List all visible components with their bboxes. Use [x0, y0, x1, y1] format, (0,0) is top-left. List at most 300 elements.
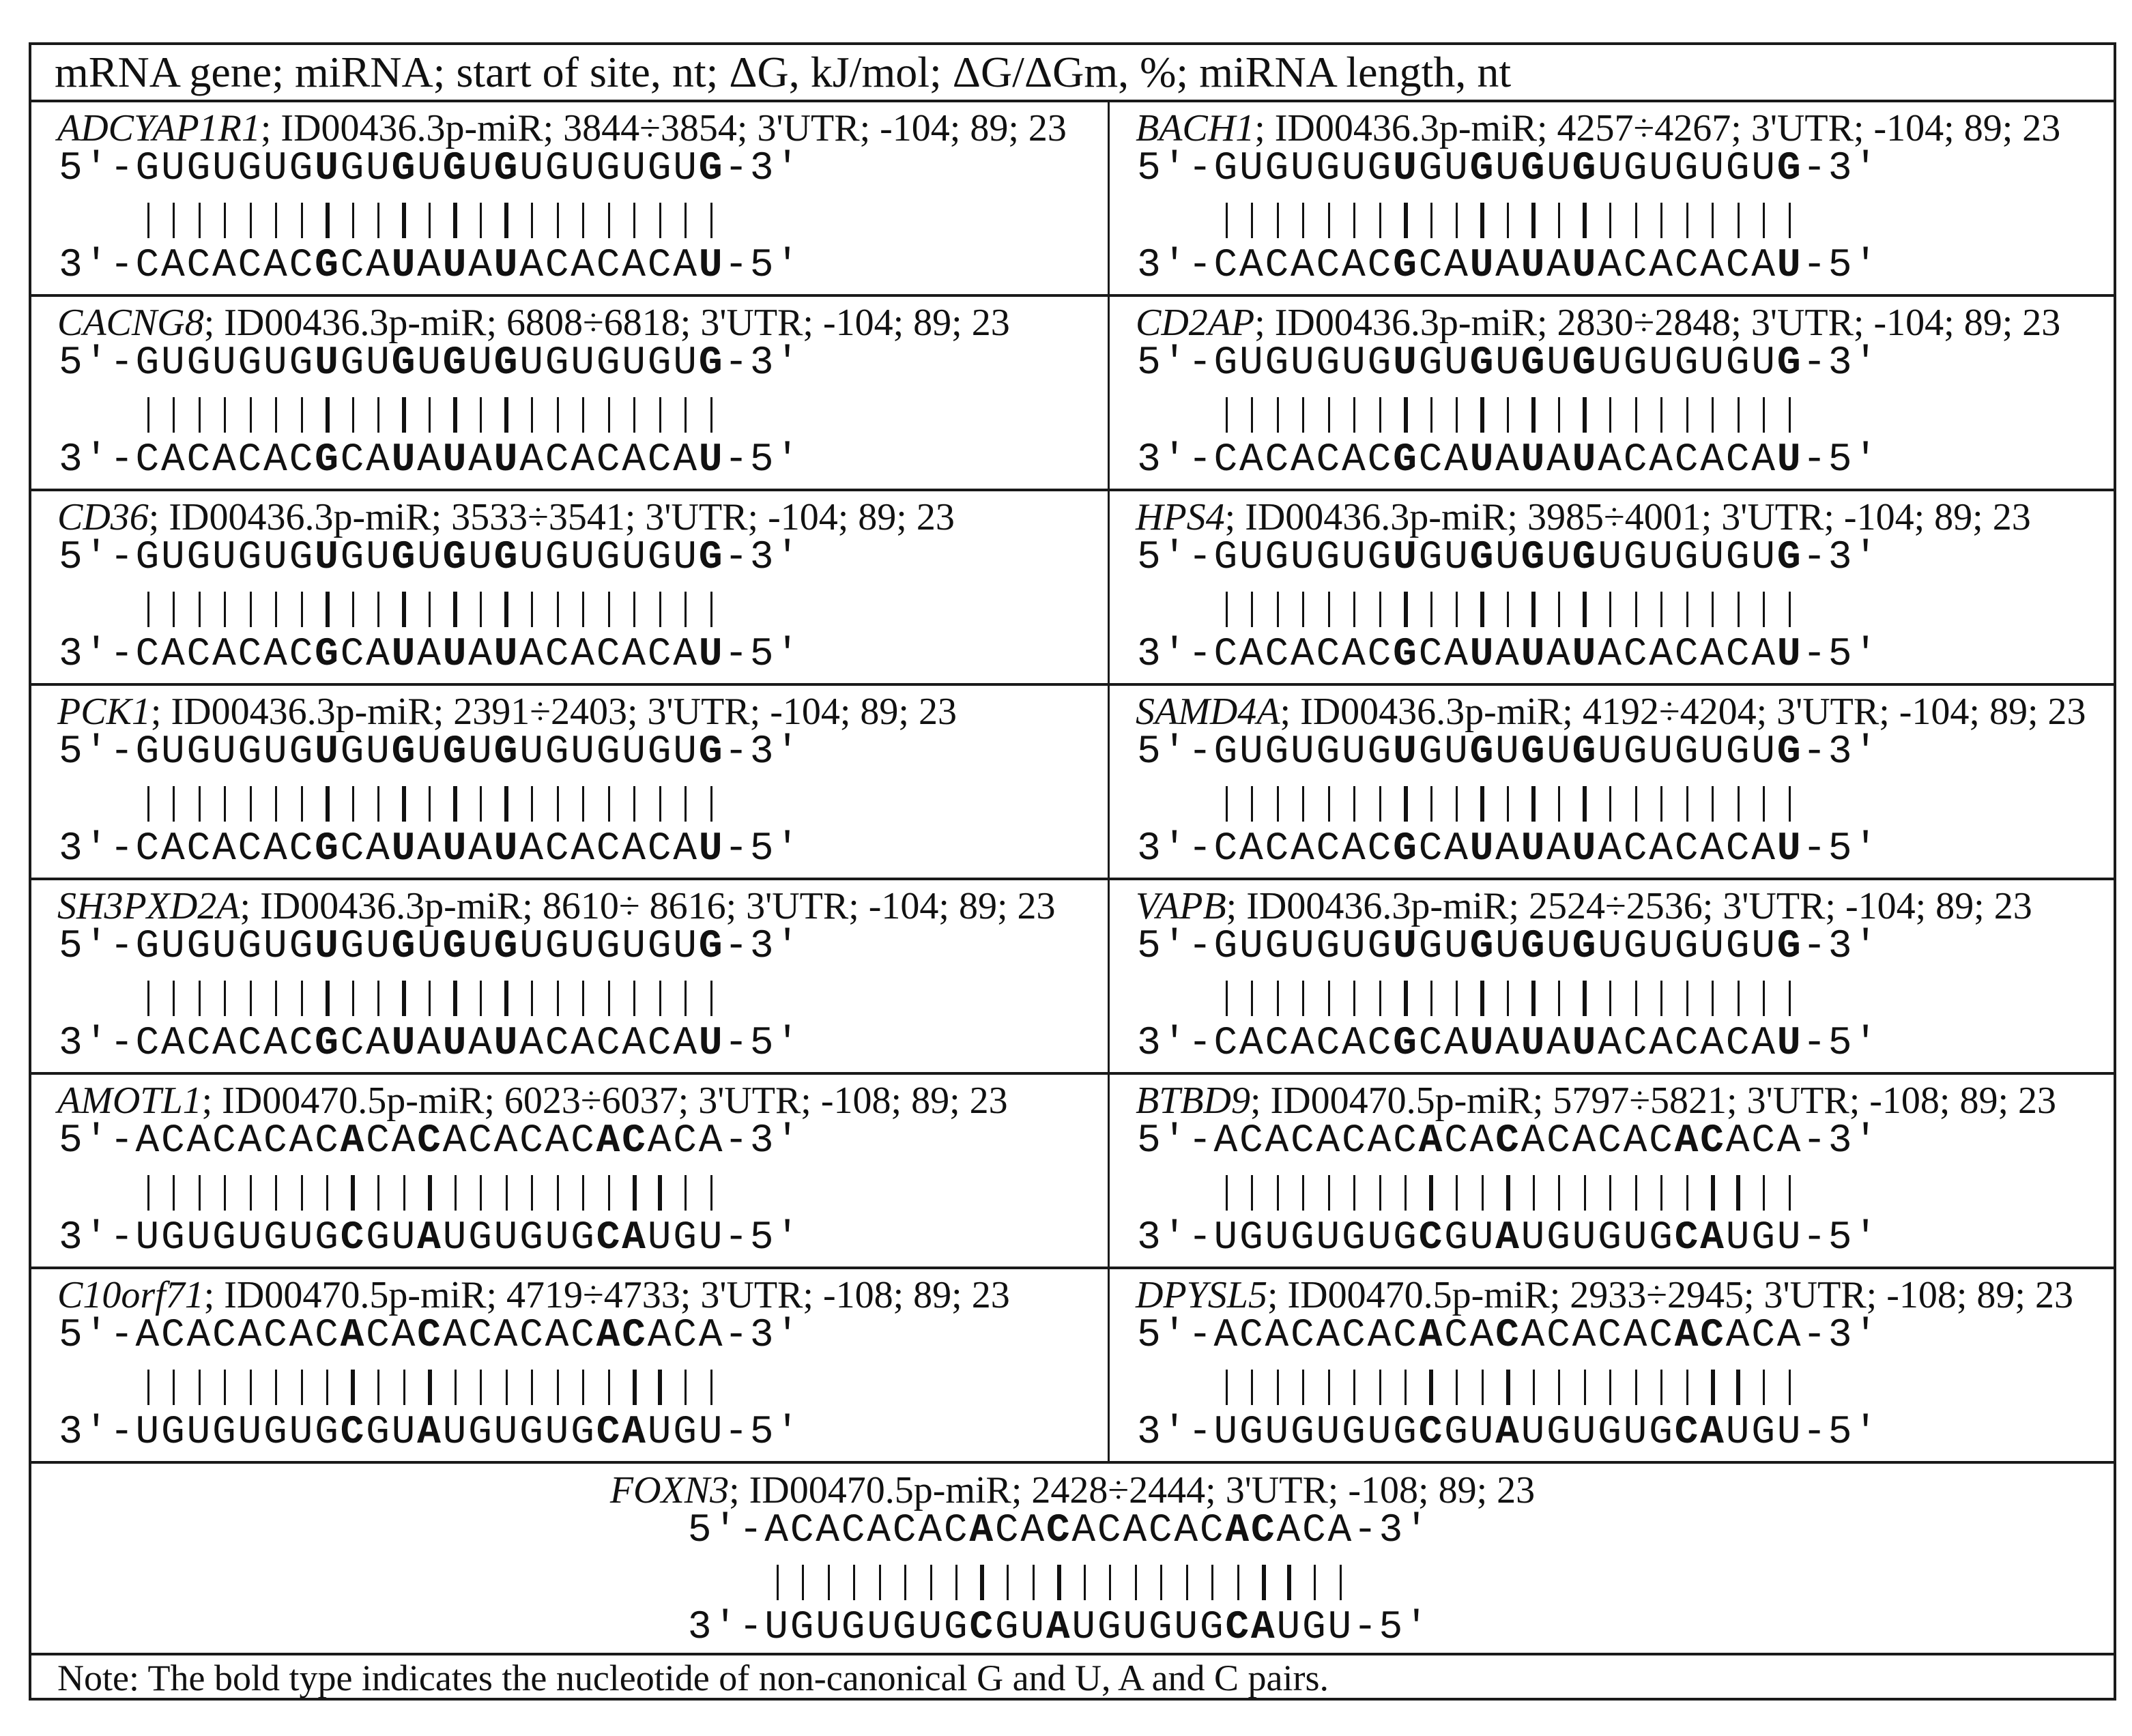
pair-bar — [1558, 592, 1560, 627]
nucleotide: CA — [366, 1314, 418, 1358]
nucleotide: ACACACA — [1598, 827, 1777, 871]
pair-bar — [1456, 203, 1458, 238]
site-details: ; ID00470.5p-miR; 2428÷2444; 3'UTR; -108; 89; 23 — [729, 1469, 1536, 1511]
noncanonical-nucleotide: U — [1469, 633, 1496, 677]
nucleotide: A — [1495, 438, 1521, 482]
noncanonical-nucleotide: U — [493, 633, 520, 677]
nucleotide: U — [417, 730, 443, 775]
pair-bar — [199, 981, 201, 1016]
strand-end-label: 3'- — [59, 1410, 136, 1455]
pair-bar — [1211, 1565, 1213, 1600]
noncanonical-nucleotide: A — [969, 1509, 995, 1553]
noncanonical-nucleotide: AC — [1674, 1119, 1726, 1163]
pair-bar — [224, 1370, 226, 1405]
strand-end-label: -3' — [724, 1314, 801, 1358]
noncanonical-nucleotide: G — [315, 438, 341, 482]
pair-bar — [1763, 203, 1765, 238]
nucleotide: A — [1546, 244, 1572, 288]
nucleotide: UGUGUGU — [1598, 536, 1777, 580]
noncanonical-nucleotide: U — [1572, 633, 1598, 677]
pair-bar — [1738, 397, 1740, 433]
strand-end-label: 3'- — [687, 1606, 765, 1650]
noncanonical-nucleotide: G — [698, 925, 725, 969]
pair-bar — [608, 1370, 610, 1405]
pair-bar — [1635, 397, 1637, 433]
table-row — [31, 102, 2114, 297]
noncanonical-nucleotide: U — [1776, 438, 1803, 482]
pair-bar — [1609, 203, 1611, 238]
nucleotide: A — [417, 633, 443, 677]
noncanonical-nucleotide: A — [417, 1216, 443, 1260]
nucleotide: U — [417, 925, 443, 969]
pair-bar — [710, 592, 712, 627]
pair-bar — [1456, 397, 1458, 433]
nucleotide: U — [1546, 730, 1572, 775]
pair-bar — [1558, 1370, 1560, 1405]
pair-bar — [1738, 592, 1740, 627]
cell-c10orf71 — [31, 1269, 1110, 1461]
noncanonical-nucleotide: U — [493, 244, 520, 288]
noncanonical-nucleotide: U — [1469, 244, 1496, 288]
pair-bar — [1251, 786, 1253, 822]
site-info — [1136, 884, 2032, 928]
noncanonical-nucleotide: G — [1469, 925, 1496, 969]
strand-end-label: -3' — [1802, 1314, 1879, 1358]
pair-bar — [1711, 1175, 1715, 1211]
pair-bar — [1353, 592, 1355, 627]
pair-bar — [1340, 1565, 1342, 1600]
pair-bar — [1302, 203, 1304, 238]
pair-bar — [1135, 1565, 1137, 1600]
pair-bar — [224, 203, 226, 238]
pair-bar — [147, 1175, 149, 1211]
noncanonical-nucleotide: C — [340, 1410, 366, 1455]
nucleotide: A — [417, 244, 443, 288]
table-row — [31, 686, 2114, 880]
pair-bar — [710, 1370, 712, 1405]
pair-bar — [1533, 1175, 1535, 1211]
pair-bar — [1711, 1370, 1715, 1405]
pair-bar — [1686, 786, 1688, 822]
nucleotide: GU — [1418, 341, 1470, 386]
noncanonical-nucleotide: G — [698, 147, 725, 191]
nucleotide: A — [1546, 438, 1572, 482]
nucleotide: GU — [1418, 925, 1470, 969]
noncanonical-nucleotide: U — [1572, 1022, 1598, 1066]
pair-bar — [1456, 1370, 1458, 1405]
pair-bar — [403, 1370, 405, 1405]
nucleotide: UGUGUGU — [1598, 341, 1777, 386]
pair-bar — [480, 1175, 482, 1211]
nucleotide: A — [468, 633, 494, 677]
pair-bar — [1789, 1370, 1791, 1405]
noncanonical-nucleotide: A — [417, 1410, 443, 1455]
noncanonical-nucleotide: U — [1521, 438, 1547, 482]
noncanonical-nucleotide: U — [698, 633, 725, 677]
nucleotide: GUGUGUG — [1213, 536, 1394, 580]
pair-bar — [402, 203, 406, 238]
pair-bar — [1226, 786, 1228, 822]
pair-bar — [224, 397, 226, 433]
pair-bar — [1328, 786, 1330, 822]
pair-bar — [377, 397, 379, 433]
nucleotide: GUGUGUG — [135, 341, 315, 386]
nucleotide: CACACAC — [135, 633, 315, 677]
pair-bar — [224, 786, 226, 822]
pair-bar — [1789, 786, 1791, 822]
pair-bar — [1302, 592, 1304, 627]
noncanonical-nucleotide: U — [1572, 438, 1598, 482]
pair-bar — [1507, 203, 1509, 238]
noncanonical-nucleotide: G — [1572, 147, 1598, 191]
noncanonical-nucleotide: G — [493, 341, 520, 386]
pair-bar — [351, 1370, 355, 1405]
pair-bar — [1226, 203, 1228, 238]
pair-bar — [531, 592, 533, 627]
noncanonical-nucleotide: U — [391, 244, 418, 288]
nucleotide: CA — [340, 244, 392, 288]
pair-bar — [1251, 203, 1253, 238]
pair-bar — [173, 981, 175, 1016]
gene-name: PCK1 — [57, 691, 151, 733]
pair-bar — [1404, 786, 1408, 822]
site-info — [57, 1273, 1010, 1317]
pair-bar — [455, 1175, 457, 1211]
pair-bar — [147, 203, 149, 238]
nucleotide: ACA — [1725, 1119, 1803, 1163]
pair-bar — [1353, 981, 1355, 1016]
nucleotide: A — [1495, 827, 1521, 871]
pair-bar — [250, 786, 252, 822]
pair-bar — [582, 786, 584, 822]
site-info — [57, 301, 1010, 345]
strand-end-label: -3' — [1353, 1509, 1430, 1553]
nucleotide: CA — [994, 1509, 1046, 1553]
noncanonical-nucleotide: C — [1418, 1410, 1445, 1455]
nucleotide: U — [1546, 536, 1572, 580]
strand-end-label: -3' — [1802, 925, 1879, 969]
noncanonical-nucleotide: U — [442, 244, 469, 288]
nucleotide: CA — [1418, 1022, 1470, 1066]
nucleotide: GUGUGUG — [1213, 147, 1394, 191]
nucleotide: ACACAC — [1521, 1314, 1675, 1358]
pair-bar — [1379, 786, 1381, 822]
mrna-strand — [1137, 1316, 1879, 1357]
strand-end-label: 3'- — [59, 633, 136, 677]
pair-bar — [1226, 592, 1228, 627]
pair-bar — [1686, 203, 1688, 238]
nucleotide: A — [468, 827, 494, 871]
nucleotide: A — [417, 827, 443, 871]
noncanonical-nucleotide: G — [1393, 244, 1419, 288]
table-body — [31, 102, 2114, 1464]
table-row — [31, 297, 2114, 491]
pair-bar — [1763, 981, 1765, 1016]
pair-bar — [1226, 981, 1228, 1016]
noncanonical-nucleotide: U — [1776, 827, 1803, 871]
nucleotide: UGUGUGU — [1598, 147, 1777, 191]
pair-bar — [250, 981, 252, 1016]
nucleotide: A — [1546, 827, 1572, 871]
pair-bar — [147, 981, 149, 1016]
noncanonical-nucleotide: U — [391, 1022, 418, 1066]
pair-bar — [504, 981, 508, 1016]
mrna-strand — [59, 343, 801, 384]
pair-bar — [1736, 1370, 1740, 1405]
pair-bar — [710, 786, 712, 822]
nucleotide: CACACAC — [135, 1022, 315, 1066]
pair-bar — [710, 981, 712, 1016]
pair-bar — [1353, 397, 1355, 433]
pair-bar — [1456, 1175, 1458, 1211]
noncanonical-nucleotide: G — [698, 341, 725, 386]
pair-bar — [326, 1175, 328, 1211]
mrna-strand — [1137, 538, 1879, 579]
nucleotide: ACACACA — [519, 633, 699, 677]
pair-bar — [1353, 786, 1355, 822]
pair-bar — [301, 981, 303, 1016]
pair-bar — [685, 203, 687, 238]
pair-bar — [1738, 981, 1740, 1016]
noncanonical-nucleotide: G — [315, 1022, 341, 1066]
pair-bar — [557, 203, 559, 238]
pair-bar — [301, 1175, 303, 1211]
pair-bar — [531, 786, 533, 822]
gene-name: SH3PXD2A — [57, 885, 240, 927]
pair-bar — [582, 592, 584, 627]
nucleotide: UGUGUGU — [519, 147, 699, 191]
cell-btbd9 — [1110, 1075, 2114, 1267]
noncanonical-nucleotide: C — [1046, 1509, 1072, 1553]
strand-end-label: 5'- — [1137, 536, 1214, 580]
pair-bar — [557, 592, 559, 627]
nucleotide: U — [1495, 730, 1521, 775]
site-details: ; ID00436.3p-miR; 2391÷2403; 3'UTR; -104; 89; 23 — [150, 691, 957, 733]
noncanonical-nucleotide: C — [340, 1216, 366, 1260]
pair-bar — [1531, 397, 1536, 433]
strand-end-label: -3' — [724, 730, 801, 775]
pair-bar — [531, 981, 533, 1016]
pair-bar — [224, 1175, 226, 1211]
pair-bar — [352, 397, 354, 433]
noncanonical-nucleotide: U — [493, 438, 520, 482]
pair-bar — [1277, 1175, 1279, 1211]
noncanonical-nucleotide: U — [1776, 633, 1803, 677]
pair-bar — [173, 592, 175, 627]
noncanonical-nucleotide: G — [1469, 730, 1496, 775]
pair-bar — [1635, 203, 1637, 238]
noncanonical-nucleotide: C — [417, 1314, 443, 1358]
noncanonical-nucleotide: U — [1393, 925, 1419, 969]
strand-end-label: 3'- — [59, 244, 136, 288]
pair-bar — [326, 592, 330, 627]
pair-bar — [1609, 1175, 1611, 1211]
mrna-strand — [1137, 927, 1879, 968]
pair-bar — [147, 592, 149, 627]
nucleotide: GU — [340, 341, 392, 386]
gene-name: CD2AP — [1136, 302, 1255, 344]
noncanonical-nucleotide: G — [1776, 341, 1803, 386]
noncanonical-nucleotide: G — [1572, 925, 1598, 969]
strand-end-label: 5'- — [687, 1509, 765, 1553]
site-details: ; ID00436.3p-miR; 3985÷4001; 3'UTR; -104; 89; 23 — [1224, 496, 2031, 538]
pair-bar — [275, 981, 277, 1016]
site-details: ; ID00470.5p-miR; 4719÷4733; 3'UTR; -108; 89; 23 — [203, 1274, 1010, 1316]
nucleotide: UGU — [647, 1410, 725, 1455]
pair-bar — [1429, 1175, 1433, 1211]
pair-bar — [199, 397, 201, 433]
noncanonical-nucleotide: U — [698, 1022, 725, 1066]
pair-bar — [608, 397, 610, 433]
pair-bar — [1251, 981, 1253, 1016]
nucleotide: A — [417, 438, 443, 482]
pair-bar — [1531, 786, 1536, 822]
mrna-strand — [59, 1316, 801, 1357]
header-title: mRNA gene; miRNA; start of site, nt; ΔG, kJ/mol; ΔG/ΔGm, %; miRNA length, nt — [55, 48, 1512, 96]
pair-bar — [1328, 1175, 1330, 1211]
pair-bar — [173, 1175, 175, 1211]
pair-bar — [557, 786, 559, 822]
cell-bach1 — [1110, 102, 2114, 294]
pair-bar — [326, 397, 330, 433]
pair-bar — [1558, 981, 1560, 1016]
pair-bar — [608, 1175, 610, 1211]
pair-bar — [710, 1175, 712, 1211]
pair-bar — [633, 203, 635, 238]
pair-bar — [608, 981, 610, 1016]
strand-end-label: -5' — [724, 1022, 801, 1066]
cell-dpysl5 — [1110, 1269, 2114, 1461]
pair-bar — [1482, 1370, 1484, 1405]
strand-end-label: 5'- — [59, 730, 136, 775]
noncanonical-nucleotide: G — [1572, 536, 1598, 580]
pair-bar — [1558, 203, 1560, 238]
noncanonical-nucleotide: A — [1418, 1119, 1445, 1163]
pair-bar — [301, 592, 303, 627]
nucleotide: CACACAC — [135, 827, 315, 871]
pair-bar — [1738, 786, 1740, 822]
pair-bar — [1379, 203, 1381, 238]
cell-amotl1 — [31, 1075, 1110, 1267]
noncanonical-nucleotide: U — [315, 341, 341, 386]
noncanonical-nucleotide: G — [493, 730, 520, 775]
nucleotide: UGUGUGUG — [1213, 1216, 1419, 1260]
pair-bar — [1430, 592, 1432, 627]
pair-bar — [1379, 397, 1381, 433]
nucleotide: CACACAC — [1213, 438, 1394, 482]
pair-bar — [1583, 203, 1587, 238]
pair-bar — [1302, 1175, 1304, 1211]
strand-end-label: -5' — [1802, 1410, 1879, 1455]
noncanonical-nucleotide: U — [1521, 827, 1547, 871]
nucleotide: ACACACA — [1598, 244, 1777, 288]
pair-bar — [275, 592, 277, 627]
pair-bar — [710, 203, 712, 238]
pair-bar — [1584, 1175, 1586, 1211]
noncanonical-nucleotide: A — [340, 1119, 366, 1163]
nucleotide: UGUGUG — [1521, 1410, 1675, 1455]
pair-bar — [1583, 592, 1587, 627]
strand-end-label: 5'- — [59, 341, 136, 386]
strand-end-label: -3' — [724, 536, 801, 580]
site-info — [1136, 495, 2031, 539]
nucleotide: ACACACA — [1598, 633, 1777, 677]
pair-bar — [1789, 1175, 1791, 1211]
nucleotide: CA — [366, 1119, 418, 1163]
noncanonical-nucleotide: G — [1776, 730, 1803, 775]
pair-bar — [326, 1370, 328, 1405]
pair-bar — [173, 203, 175, 238]
gene-name: VAPB — [1136, 885, 1226, 927]
gene-name: AMOTL1 — [57, 1080, 202, 1122]
pair-bar — [480, 786, 482, 822]
pair-bar — [608, 592, 610, 627]
pair-bar — [659, 592, 661, 627]
noncanonical-nucleotide: CA — [596, 1410, 648, 1455]
mrna-strand — [59, 1121, 801, 1162]
pair-bar — [1379, 981, 1381, 1016]
nucleotide: U — [417, 536, 443, 580]
noncanonical-nucleotide: U — [1393, 536, 1419, 580]
pair-bar — [531, 203, 533, 238]
pair-bar — [828, 1565, 830, 1600]
pair-bar — [930, 1565, 932, 1600]
pair-bar — [608, 203, 610, 238]
table-header — [31, 45, 2114, 102]
pair-bar — [685, 1175, 687, 1211]
noncanonical-nucleotide: G — [315, 827, 341, 871]
noncanonical-nucleotide: U — [698, 244, 725, 288]
noncanonical-nucleotide: G — [493, 925, 520, 969]
nucleotide: CACACAC — [135, 244, 315, 288]
mirna-strand — [1137, 246, 1879, 287]
pair-bar — [633, 592, 635, 627]
site-info — [1136, 1079, 2056, 1123]
pair-bar — [1712, 786, 1714, 822]
nucleotide: ACA — [647, 1119, 725, 1163]
pair-bar — [1251, 1370, 1253, 1405]
pair-bar — [1160, 1565, 1162, 1600]
pair-bar — [351, 1175, 355, 1211]
pair-bar — [1353, 1175, 1355, 1211]
noncanonical-nucleotide: G — [1521, 147, 1547, 191]
nucleotide: U — [417, 147, 443, 191]
nucleotide: ACACACAC — [1213, 1119, 1419, 1163]
pair-bar — [1609, 397, 1611, 433]
noncanonical-nucleotide: U — [391, 438, 418, 482]
nucleotide: UGUGUGU — [1598, 925, 1777, 969]
pair-bar — [250, 1175, 252, 1211]
site-details: ; ID00436.3p-miR; 3533÷3541; 3'UTR; -104; 89; 23 — [148, 496, 955, 538]
pair-bar — [480, 203, 482, 238]
pair-bar — [1763, 1175, 1765, 1211]
nucleotide: ACACACAC — [135, 1119, 341, 1163]
pair-bar — [1763, 397, 1765, 433]
noncanonical-nucleotide: AC — [596, 1314, 648, 1358]
pair-bar — [301, 1370, 303, 1405]
nucleotide: UGUGUGU — [519, 341, 699, 386]
noncanonical-nucleotide: U — [442, 827, 469, 871]
pair-bar — [275, 786, 277, 822]
noncanonical-nucleotide: G — [442, 536, 469, 580]
strand-end-label: 5'- — [1137, 1119, 1214, 1163]
cell-cd36 — [31, 491, 1110, 683]
noncanonical-nucleotide: U — [1469, 438, 1496, 482]
nucleotide: ACA — [647, 1314, 725, 1358]
pair-bar — [1712, 397, 1714, 433]
table-row-foxn3 — [31, 1464, 2114, 1655]
pair-bar — [1302, 981, 1304, 1016]
